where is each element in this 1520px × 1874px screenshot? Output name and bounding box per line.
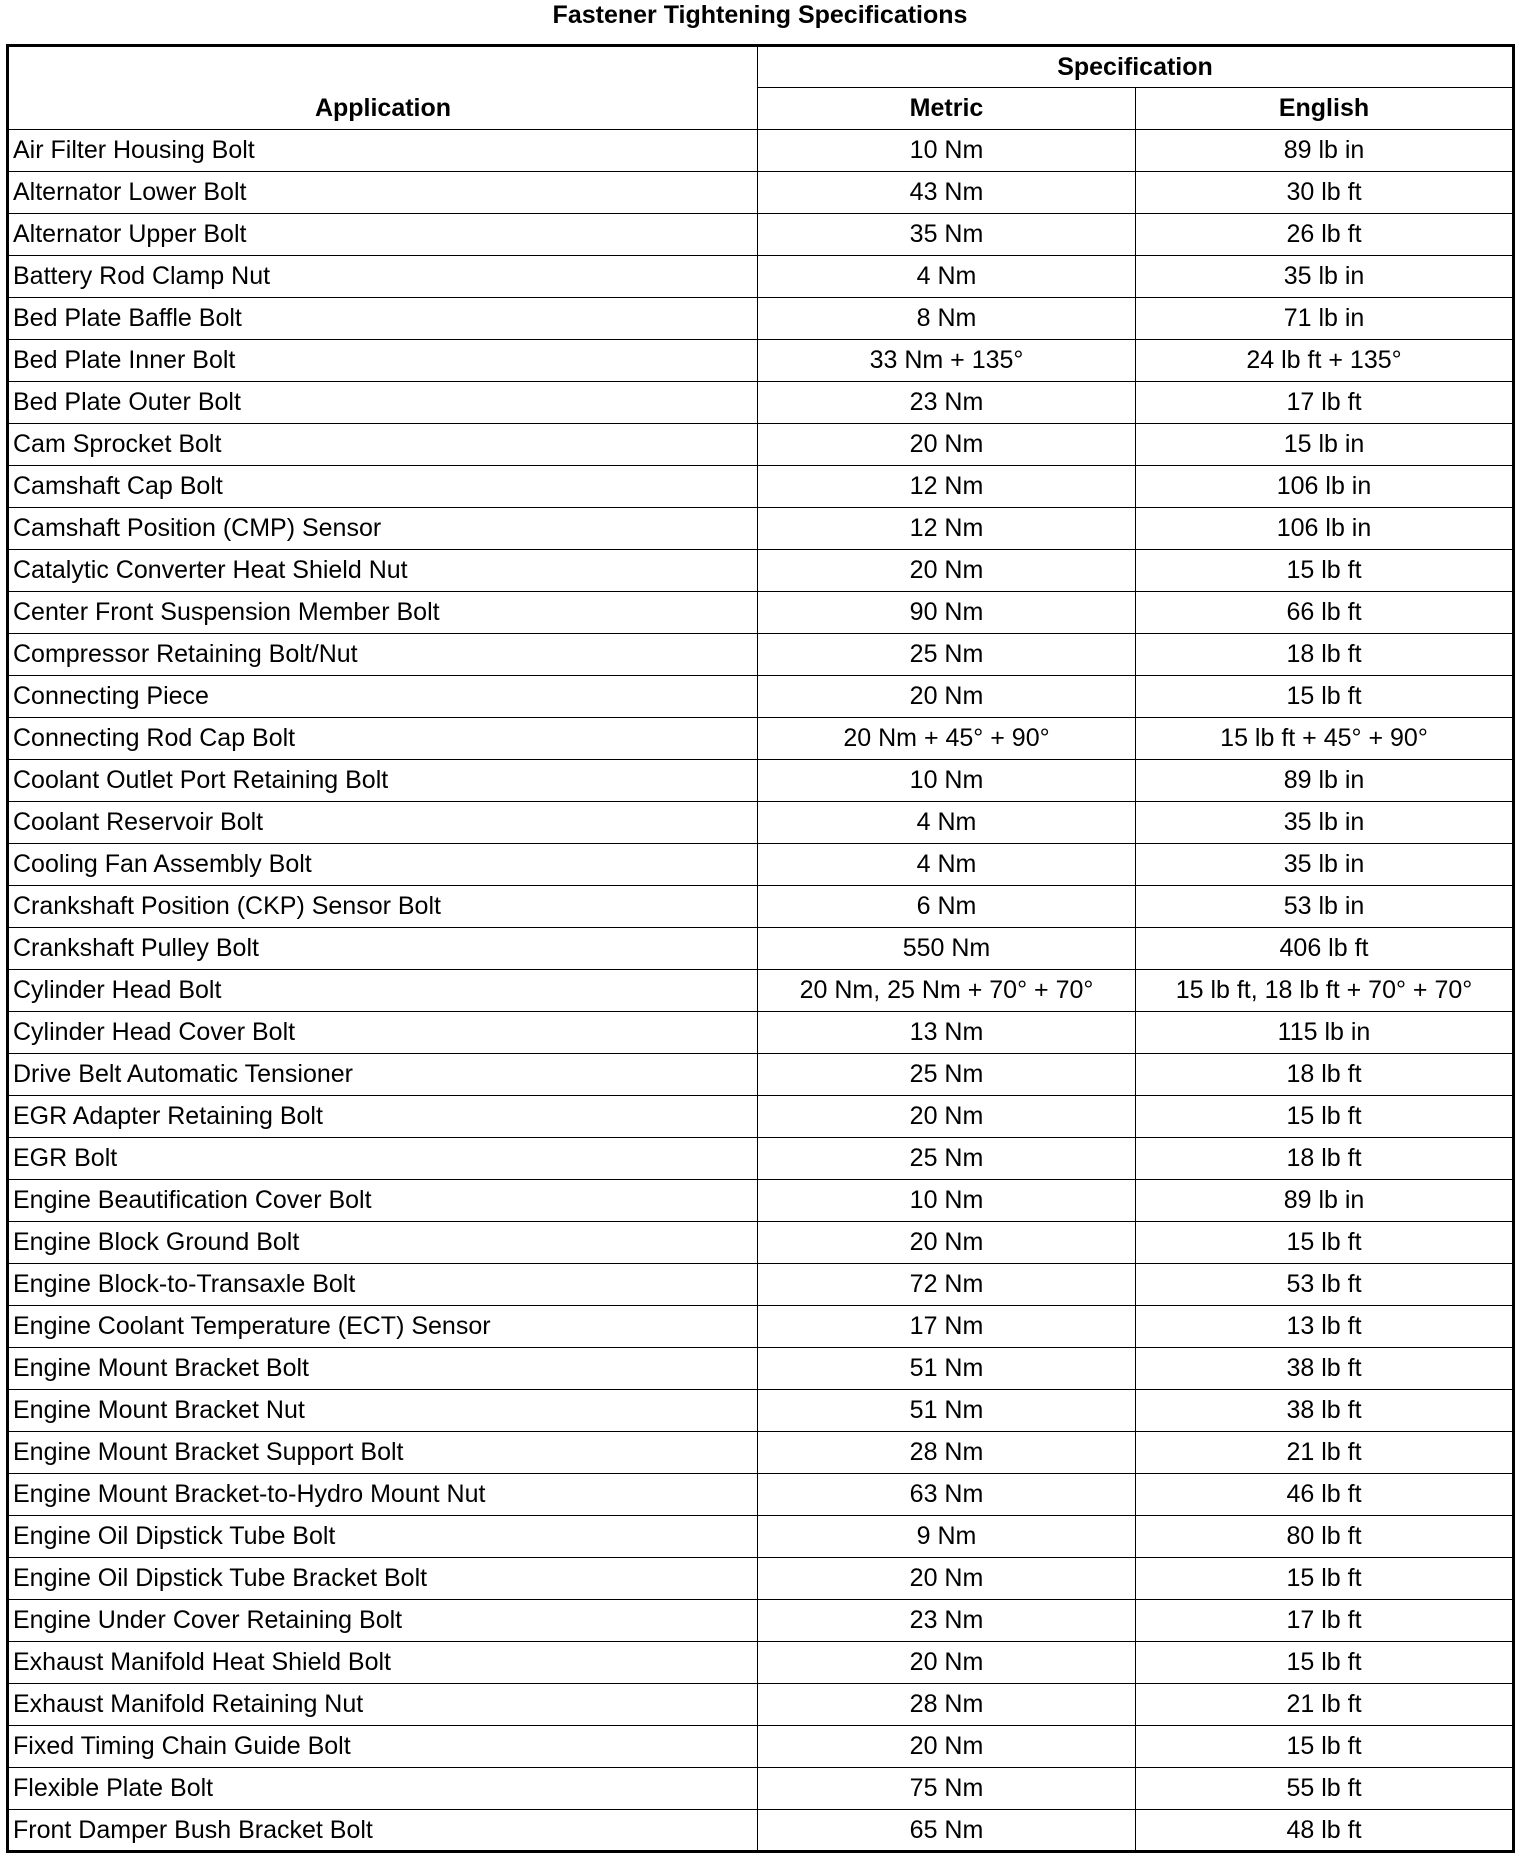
- application-cell: Cylinder Head Cover Bolt: [8, 1012, 758, 1054]
- table-row: [8, 676, 1514, 718]
- english-cell: 66 lb ft: [1136, 592, 1514, 634]
- metric-cell: 4 Nm: [758, 844, 1136, 886]
- english-cell: 53 lb in: [1136, 886, 1514, 928]
- application-cell: Coolant Reservoir Bolt: [8, 802, 758, 844]
- table-row: [8, 928, 1514, 970]
- metric-cell: 23 Nm: [758, 1600, 1136, 1642]
- metric-cell: 51 Nm: [758, 1390, 1136, 1432]
- table-row: [8, 634, 1514, 676]
- metric-cell: 63 Nm: [758, 1474, 1136, 1516]
- table-row: [8, 718, 1514, 760]
- table-row: [8, 1726, 1514, 1768]
- application-cell: Cam Sprocket Bolt: [8, 424, 758, 466]
- english-cell: 48 lb ft: [1136, 1810, 1514, 1852]
- application-cell: Bed Plate Outer Bolt: [8, 382, 758, 424]
- application-cell: Exhaust Manifold Retaining Nut: [8, 1684, 758, 1726]
- english-cell: 15 lb ft: [1136, 1726, 1514, 1768]
- application-cell: Drive Belt Automatic Tensioner: [8, 1054, 758, 1096]
- table-row: [8, 1264, 1514, 1306]
- application-cell: Catalytic Converter Heat Shield Nut: [8, 550, 758, 592]
- table-row: [8, 1096, 1514, 1138]
- english-cell: 13 lb ft: [1136, 1306, 1514, 1348]
- application-cell: Engine Mount Bracket-to-Hydro Mount Nut: [8, 1474, 758, 1516]
- table-row: [8, 382, 1514, 424]
- metric-cell: 10 Nm: [758, 130, 1136, 172]
- english-cell: 406 lb ft: [1136, 928, 1514, 970]
- application-cell: Crankshaft Position (CKP) Sensor Bolt: [8, 886, 758, 928]
- fastener-spec-table: [6, 44, 1515, 1853]
- application-cell: Center Front Suspension Member Bolt: [8, 592, 758, 634]
- metric-cell: 4 Nm: [758, 256, 1136, 298]
- metric-cell: 20 Nm: [758, 676, 1136, 718]
- metric-cell: 12 Nm: [758, 466, 1136, 508]
- english-cell: 15 lb ft: [1136, 1558, 1514, 1600]
- english-cell: 89 lb in: [1136, 130, 1514, 172]
- application-cell: Front Damper Bush Bracket Bolt: [8, 1810, 758, 1852]
- english-cell: 38 lb ft: [1136, 1390, 1514, 1432]
- english-cell: 18 lb ft: [1136, 1054, 1514, 1096]
- table-row: [8, 844, 1514, 886]
- application-cell: Connecting Rod Cap Bolt: [8, 718, 758, 760]
- english-cell: 17 lb ft: [1136, 382, 1514, 424]
- metric-cell: 72 Nm: [758, 1264, 1136, 1306]
- english-cell: 15 lb ft: [1136, 1222, 1514, 1264]
- english-cell: 106 lb in: [1136, 466, 1514, 508]
- application-cell: Camshaft Cap Bolt: [8, 466, 758, 508]
- english-cell: 21 lb ft: [1136, 1684, 1514, 1726]
- table-row: [8, 1642, 1514, 1684]
- metric-cell: 12 Nm: [758, 508, 1136, 550]
- metric-cell: 20 Nm: [758, 1096, 1136, 1138]
- metric-cell: 75 Nm: [758, 1768, 1136, 1810]
- english-cell: 15 lb ft, 18 lb ft + 70° + 70°: [1136, 970, 1514, 1012]
- english-cell: 30 lb ft: [1136, 172, 1514, 214]
- page-title: Fastener Tightening Specifications: [552, 1, 968, 29]
- english-cell: 89 lb in: [1136, 760, 1514, 802]
- metric-cell: 25 Nm: [758, 634, 1136, 676]
- metric-cell: 8 Nm: [758, 298, 1136, 340]
- application-cell: Engine Block-to-Transaxle Bolt: [8, 1264, 758, 1306]
- metric-cell: 28 Nm: [758, 1432, 1136, 1474]
- english-cell: 80 lb ft: [1136, 1516, 1514, 1558]
- application-cell: Alternator Lower Bolt: [8, 172, 758, 214]
- metric-cell: 20 Nm: [758, 550, 1136, 592]
- application-cell: Engine Oil Dipstick Tube Bracket Bolt: [8, 1558, 758, 1600]
- application-cell: Engine Coolant Temperature (ECT) Sensor: [8, 1306, 758, 1348]
- table-row: [8, 424, 1514, 466]
- table-row: [8, 1012, 1514, 1054]
- english-cell: 18 lb ft: [1136, 634, 1514, 676]
- metric-cell: 20 Nm: [758, 1222, 1136, 1264]
- metric-cell: 25 Nm: [758, 1138, 1136, 1180]
- application-cell: Engine Under Cover Retaining Bolt: [8, 1600, 758, 1642]
- application-column-header: Application: [8, 46, 758, 130]
- application-cell: Engine Oil Dipstick Tube Bolt: [8, 1516, 758, 1558]
- table-row: [8, 592, 1514, 634]
- table-row: [8, 256, 1514, 298]
- english-cell: 15 lb in: [1136, 424, 1514, 466]
- metric-cell: 20 Nm: [758, 1558, 1136, 1600]
- application-cell: EGR Bolt: [8, 1138, 758, 1180]
- table-row: [8, 802, 1514, 844]
- application-cell: Bed Plate Baffle Bolt: [8, 298, 758, 340]
- metric-cell: 13 Nm: [758, 1012, 1136, 1054]
- table-body: [8, 130, 1514, 1852]
- english-cell: 24 lb ft + 135°: [1136, 340, 1514, 382]
- metric-cell: 20 Nm + 45° + 90°: [758, 718, 1136, 760]
- table-row: [8, 1306, 1514, 1348]
- english-cell: 18 lb ft: [1136, 1138, 1514, 1180]
- english-cell: 46 lb ft: [1136, 1474, 1514, 1516]
- metric-cell: 10 Nm: [758, 760, 1136, 802]
- table-row: [8, 886, 1514, 928]
- english-cell: 55 lb ft: [1136, 1768, 1514, 1810]
- metric-cell: 43 Nm: [758, 172, 1136, 214]
- metric-cell: 51 Nm: [758, 1348, 1136, 1390]
- english-cell: 38 lb ft: [1136, 1348, 1514, 1390]
- english-cell: 89 lb in: [1136, 1180, 1514, 1222]
- metric-column-header: Metric: [758, 88, 1136, 130]
- application-cell: Camshaft Position (CMP) Sensor: [8, 508, 758, 550]
- application-cell: Engine Mount Bracket Support Bolt: [8, 1432, 758, 1474]
- table-row: [8, 340, 1514, 382]
- metric-cell: 23 Nm: [758, 382, 1136, 424]
- english-cell: 15 lb ft: [1136, 1642, 1514, 1684]
- application-cell: Crankshaft Pulley Bolt: [8, 928, 758, 970]
- english-cell: 35 lb in: [1136, 256, 1514, 298]
- metric-cell: 20 Nm: [758, 1726, 1136, 1768]
- metric-cell: 33 Nm + 135°: [758, 340, 1136, 382]
- application-cell: Cylinder Head Bolt: [8, 970, 758, 1012]
- table-row: [8, 1684, 1514, 1726]
- application-cell: Battery Rod Clamp Nut: [8, 256, 758, 298]
- application-cell: Alternator Upper Bolt: [8, 214, 758, 256]
- table-row: [8, 1348, 1514, 1390]
- metric-cell: 4 Nm: [758, 802, 1136, 844]
- metric-cell: 10 Nm: [758, 1180, 1136, 1222]
- english-cell: 35 lb in: [1136, 844, 1514, 886]
- metric-cell: 550 Nm: [758, 928, 1136, 970]
- table-row: [8, 1180, 1514, 1222]
- table-row: [8, 298, 1514, 340]
- table-row: [8, 1432, 1514, 1474]
- english-cell: 15 lb ft: [1136, 550, 1514, 592]
- application-cell: Air Filter Housing Bolt: [8, 130, 758, 172]
- application-cell: Fixed Timing Chain Guide Bolt: [8, 1726, 758, 1768]
- application-cell: Bed Plate Inner Bolt: [8, 340, 758, 382]
- metric-cell: 35 Nm: [758, 214, 1136, 256]
- application-cell: Compressor Retaining Bolt/Nut: [8, 634, 758, 676]
- english-cell: 71 lb in: [1136, 298, 1514, 340]
- table-row: [8, 214, 1514, 256]
- english-cell: 35 lb in: [1136, 802, 1514, 844]
- table-row: [8, 1390, 1514, 1432]
- metric-cell: 9 Nm: [758, 1516, 1136, 1558]
- english-cell: 17 lb ft: [1136, 1600, 1514, 1642]
- english-cell: 15 lb ft + 45° + 90°: [1136, 718, 1514, 760]
- table-row: [8, 970, 1514, 1012]
- english-cell: 53 lb ft: [1136, 1264, 1514, 1306]
- table-row: [8, 1138, 1514, 1180]
- application-cell: Cooling Fan Assembly Bolt: [8, 844, 758, 886]
- metric-cell: 25 Nm: [758, 1054, 1136, 1096]
- metric-cell: 20 Nm, 25 Nm + 70° + 70°: [758, 970, 1136, 1012]
- table-row: [8, 1558, 1514, 1600]
- table-row: [8, 508, 1514, 550]
- application-cell: Engine Mount Bracket Nut: [8, 1390, 758, 1432]
- application-cell: EGR Adapter Retaining Bolt: [8, 1096, 758, 1138]
- table-row: [8, 550, 1514, 592]
- application-cell: Flexible Plate Bolt: [8, 1768, 758, 1810]
- table-row: [8, 760, 1514, 802]
- application-cell: Engine Mount Bracket Bolt: [8, 1348, 758, 1390]
- english-cell: 21 lb ft: [1136, 1432, 1514, 1474]
- table-row: [8, 1810, 1514, 1852]
- specification-group-header: Specification: [758, 46, 1514, 88]
- table-row: [8, 1600, 1514, 1642]
- metric-cell: 65 Nm: [758, 1810, 1136, 1852]
- metric-cell: 20 Nm: [758, 424, 1136, 466]
- table-row: [8, 1474, 1514, 1516]
- application-cell: Exhaust Manifold Heat Shield Bolt: [8, 1642, 758, 1684]
- table-row: [8, 130, 1514, 172]
- metric-cell: 17 Nm: [758, 1306, 1136, 1348]
- application-cell: Engine Beautification Cover Bolt: [8, 1180, 758, 1222]
- table-row: [8, 466, 1514, 508]
- english-cell: 115 lb in: [1136, 1012, 1514, 1054]
- table-row: [8, 1222, 1514, 1264]
- metric-cell: 28 Nm: [758, 1684, 1136, 1726]
- table-row: [8, 172, 1514, 214]
- english-cell: 26 lb ft: [1136, 214, 1514, 256]
- english-column-header: English: [1136, 88, 1514, 130]
- table-row: [8, 1516, 1514, 1558]
- table-row: [8, 1768, 1514, 1810]
- english-cell: 15 lb ft: [1136, 676, 1514, 718]
- metric-cell: 90 Nm: [758, 592, 1136, 634]
- application-cell: Connecting Piece: [8, 676, 758, 718]
- application-cell: Coolant Outlet Port Retaining Bolt: [8, 760, 758, 802]
- metric-cell: 20 Nm: [758, 1642, 1136, 1684]
- english-cell: 15 lb ft: [1136, 1096, 1514, 1138]
- application-cell: Engine Block Ground Bolt: [8, 1222, 758, 1264]
- table-row: [8, 1054, 1514, 1096]
- metric-cell: 6 Nm: [758, 886, 1136, 928]
- english-cell: 106 lb in: [1136, 508, 1514, 550]
